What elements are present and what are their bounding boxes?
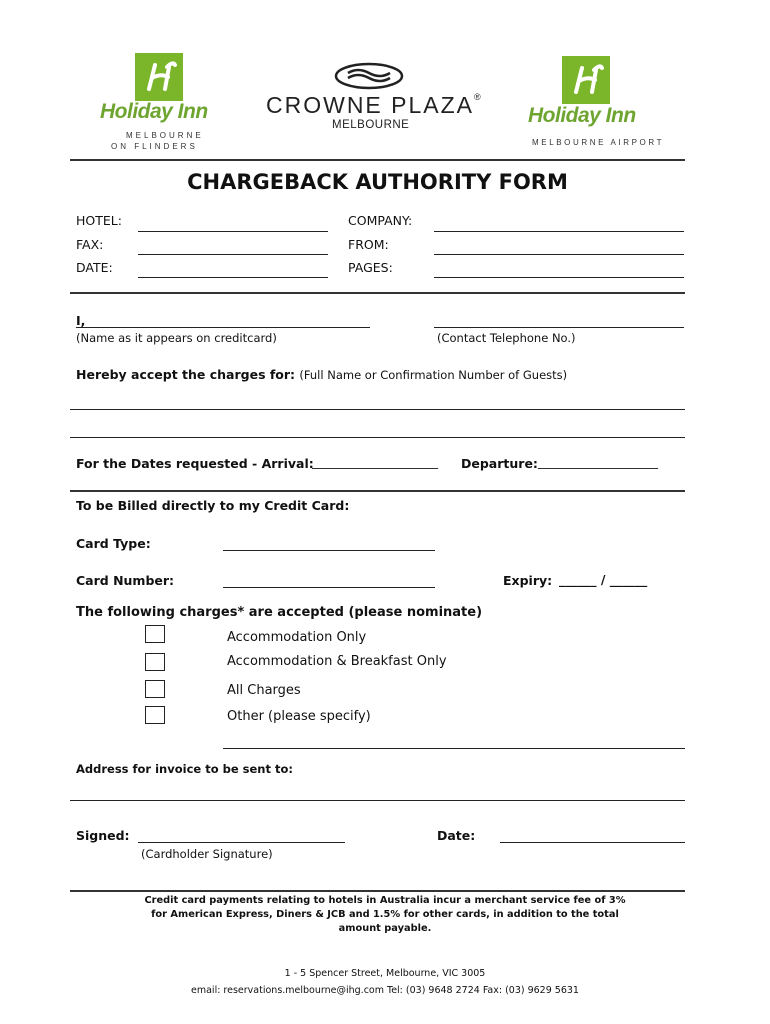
hotel-label: HOTEL: (76, 213, 122, 228)
fee-notice-line3: amount payable. (338, 923, 432, 934)
billed-label: To be Billed directly to my Credit Card: (76, 498, 350, 513)
signed-date-field[interactable] (500, 842, 685, 843)
logo-location-line1: MELBOURNE (126, 131, 204, 140)
accommodation-only-checkbox[interactable] (145, 625, 165, 643)
divider (70, 159, 685, 161)
crowne-wave-icon (334, 62, 404, 90)
date-label: DATE: (76, 260, 113, 275)
accept-hint: (Full Name or Confirmation Number of Guests) (299, 368, 568, 382)
company-field[interactable] (434, 231, 684, 232)
card-type-field[interactable] (223, 550, 435, 551)
fax-label: FAX: (76, 237, 104, 252)
pages-label: PAGES: (348, 260, 393, 275)
option-label: Accommodation & Breakfast Only (227, 654, 447, 669)
address-label: Address for invoice to be sent to: (76, 762, 293, 776)
signed-label: Signed: (76, 828, 130, 843)
fax-field[interactable] (138, 254, 328, 255)
registered-mark: ® (474, 92, 483, 102)
holiday-inn-h-icon (562, 56, 610, 104)
fee-notice-line2: for American Express, Diners & JCB and 1.5% for other cards, in addition to the total (151, 909, 619, 920)
option-label: Accommodation Only (227, 630, 367, 645)
guest-line-1[interactable] (70, 409, 685, 410)
accommodation-breakfast-checkbox[interactable] (145, 653, 165, 671)
company-label: COMPANY: (348, 213, 413, 228)
departure-field[interactable]: ____________________ (538, 455, 658, 469)
pages-field[interactable] (434, 277, 684, 278)
contact-phone-field[interactable] (434, 327, 684, 328)
form-title: CHARGEBACK AUTHORITY FORM (187, 170, 568, 194)
signed-date-label: Date: (437, 828, 476, 843)
cardholder-name-field[interactable] (76, 327, 370, 328)
address-field[interactable] (70, 800, 685, 801)
i-label: I, (76, 313, 86, 328)
departure-label: Departure: (461, 456, 538, 471)
charges-label: The following charges* are accepted (please nominate) (76, 605, 483, 620)
signature-hint: (Cardholder Signature) (141, 847, 273, 861)
option-label: All Charges (227, 683, 301, 698)
fee-notice-line1: Credit card payments relating to hotels in Australia incur a merchant service fee of 3% (144, 895, 626, 906)
holiday-inn-h-icon (135, 53, 183, 101)
guest-line-2[interactable] (70, 437, 685, 438)
holiday-inn-wordmark: Holiday Inn (100, 100, 208, 123)
card-number-field[interactable] (223, 587, 435, 588)
other-checkbox[interactable] (145, 706, 165, 724)
card-type-label: Card Type: (76, 536, 151, 551)
from-field[interactable] (434, 254, 684, 255)
name-hint: (Name as it appears on creditcard) (76, 331, 277, 345)
option-label: Other (please specify) (227, 709, 371, 724)
hotel-field[interactable] (138, 231, 328, 232)
holiday-inn-wordmark: Holiday Inn (528, 104, 636, 127)
hotel-address: 1 - 5 Spencer Street, Melbourne, VIC 3005 (284, 968, 486, 979)
dates-label: For the Dates requested - Arrival: (76, 456, 314, 471)
logo-location-line2: ON FLINDERS (111, 142, 198, 151)
crowne-plaza-name: CROWNE PLAZA (266, 92, 475, 118)
date-field[interactable] (138, 277, 328, 278)
divider (70, 490, 685, 492)
other-specify-field[interactable] (223, 748, 685, 749)
signature-field[interactable] (138, 842, 345, 843)
from-label: FROM: (348, 237, 389, 252)
divider (70, 890, 685, 892)
divider (70, 292, 685, 294)
expiry-label: Expiry: (503, 573, 553, 588)
crowne-plaza-sub: MELBOURNE (332, 119, 410, 131)
arrival-field[interactable]: _____________________ (312, 455, 438, 469)
logo-location-line1: MELBOURNE AIRPORT (532, 138, 665, 147)
hotel-contact: email: reservations.melbourne@ihg.com Tel: (03) 9648 2724 Fax: (03) 9629 5631 (191, 985, 579, 996)
all-charges-checkbox[interactable] (145, 680, 165, 698)
accept-label (76, 367, 567, 382)
expiry-field[interactable]: ______ / ______ (559, 572, 648, 587)
crowne-plaza-wordmark (266, 92, 483, 119)
phone-hint: (Contact Telephone No.) (437, 331, 576, 345)
accept-label-text: Hereby accept the charges for: (76, 367, 296, 382)
card-number-label: Card Number: (76, 573, 175, 588)
